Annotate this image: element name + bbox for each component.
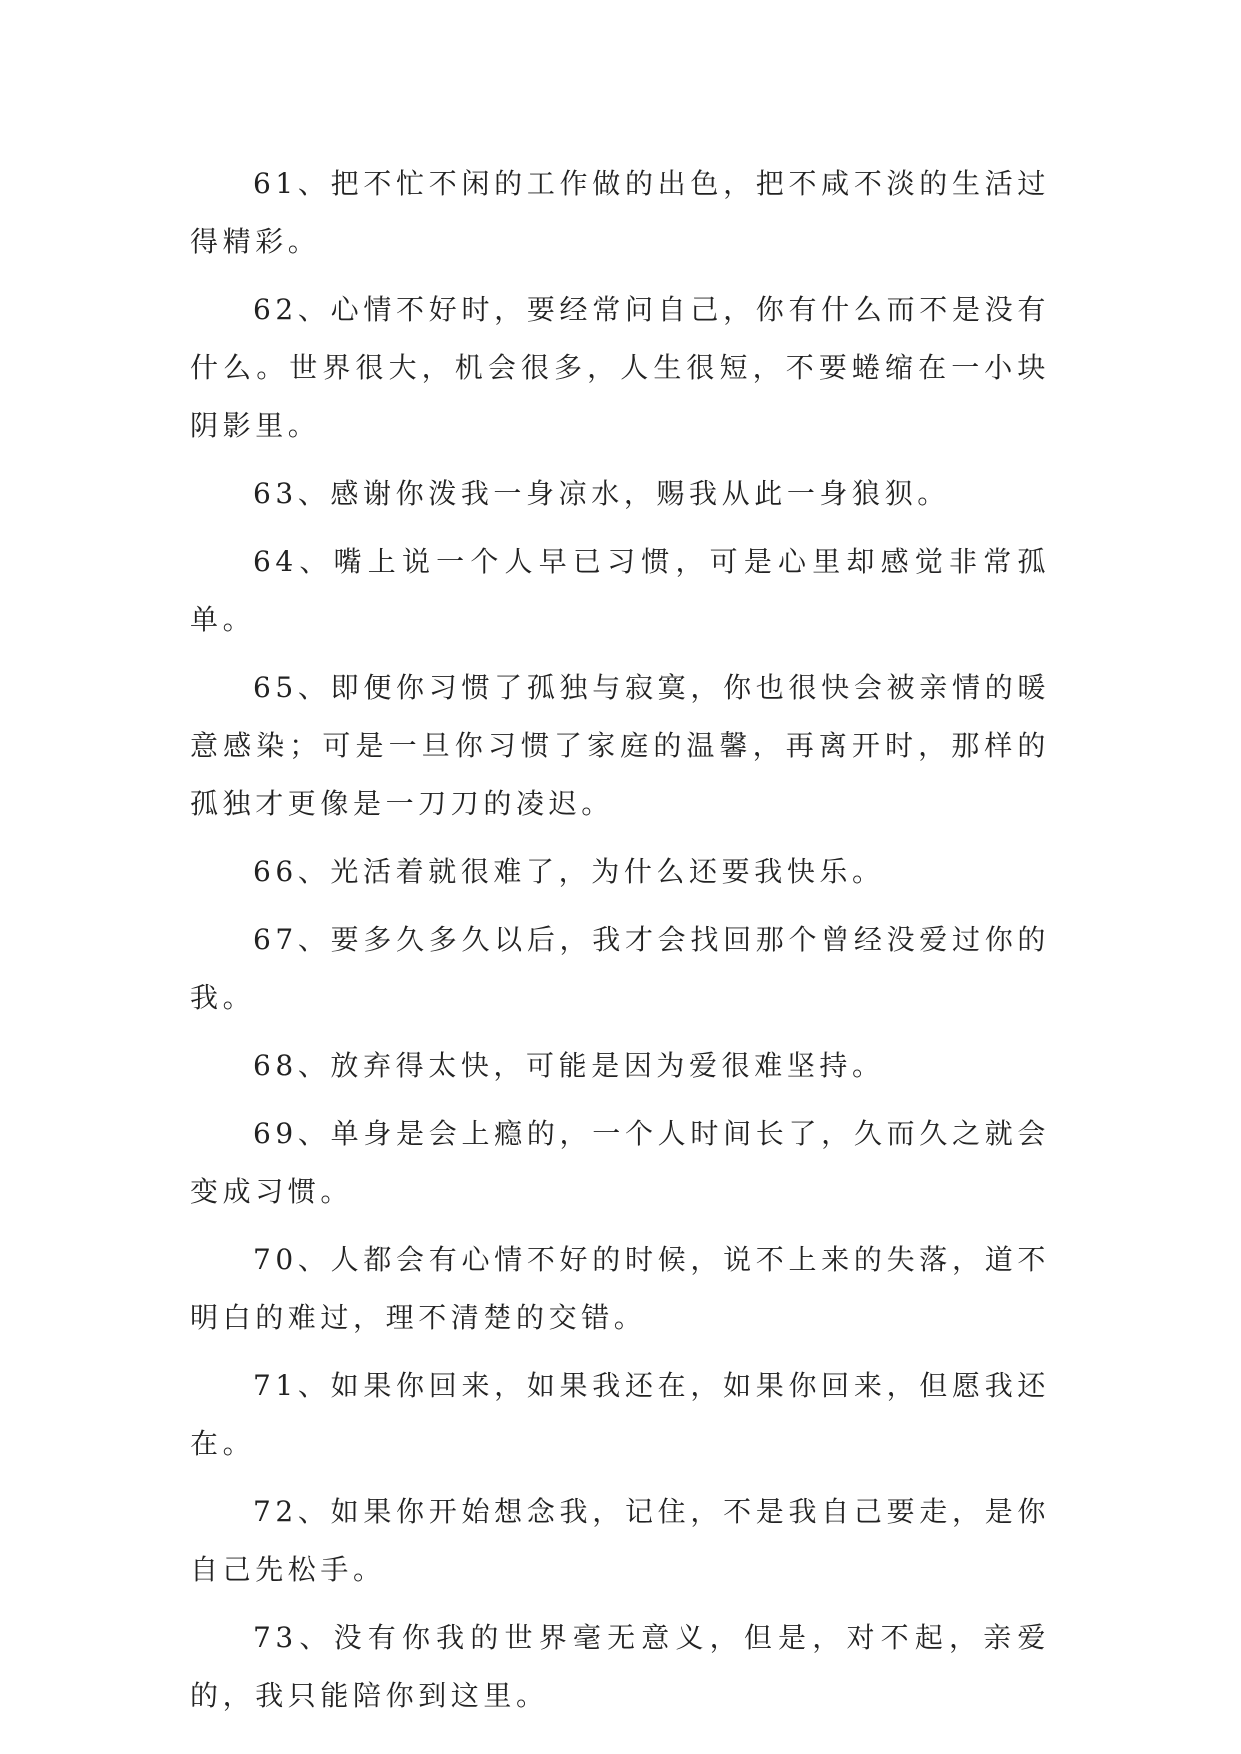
entry-68: 68、放弃得太快，可能是因为爱很难坚持。 — [253, 1049, 885, 1082]
entry-61: 61、把不忙不闲的工作做的出色，把不咸不淡的生活过得精彩。 — [190, 167, 1050, 258]
entry-71: 71、如果你回来，如果我还在，如果你回来，但愿我还在。 — [190, 1369, 1050, 1460]
entry-66: 66、光活着就很难了，为什么还要我快乐。 — [253, 855, 885, 888]
entry-62: 62、心情不好时，要经常问自己，你有什么而不是没有什么。世界很大，机会很多，人生很短，不要蜷缩在一小块阴影里。 — [190, 293, 1050, 442]
entry-70: 70、人都会有心情不好的时候，说不上来的失落，道不明白的难过，理不清楚的交错。 — [190, 1243, 1050, 1334]
entry-72: 72、如果你开始想念我，记住，不是我自己要走，是你自己先松手。 — [190, 1495, 1050, 1586]
entry-73: 73、没有你我的世界毫无意义，但是，对不起，亲爱的，我只能陪你到这里。 — [190, 1621, 1050, 1712]
entry-64: 64、嘴上说一个人早已习惯，可是心里却感觉非常孤单。 — [190, 545, 1050, 636]
document-body — [190, 155, 1050, 1735]
entry-69: 69、单身是会上瘾的，一个人时间长了，久而久之就会变成习惯。 — [190, 1117, 1050, 1208]
entry-65: 65、即便你习惯了孤独与寂寞，你也很快会被亲情的暖意感染；可是一旦你习惯了家庭的温馨，再离开时，那样的孤独才更像是一刀刀的凌迟。 — [190, 671, 1050, 820]
entry-67: 67、要多久多久以后，我才会找回那个曾经没爱过你的我。 — [190, 923, 1050, 1014]
entry-63: 63、感谢你泼我一身凉水，赐我从此一身狼狈。 — [253, 477, 950, 510]
